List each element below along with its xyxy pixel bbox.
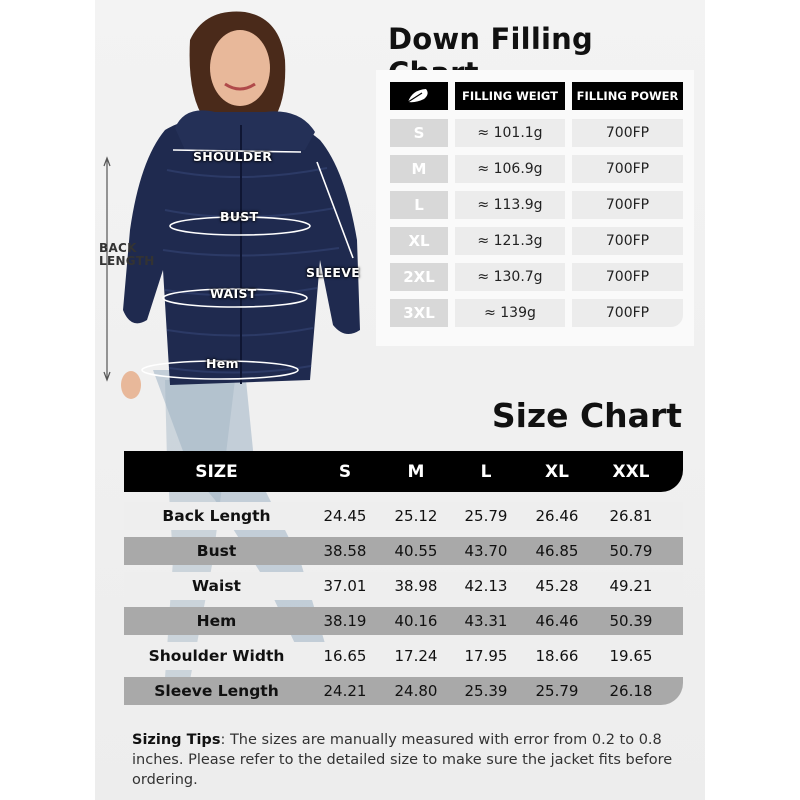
weight-cell: ≈ 130.7g [455,263,565,291]
value-cell: 38.19 [323,612,367,630]
value-cell: 25.79 [535,682,579,700]
down-filling-chart-title: Down Filling [388,22,593,56]
weight-cell: ≈ 101.1g [455,119,565,147]
back-length-label: BACK LENGTH [99,241,155,268]
sleeve-label: SLEEVE [306,265,361,280]
table-row [124,642,683,670]
filling-weight-header: FILLING WEIGT [455,82,565,110]
value-cell: 40.16 [394,612,438,630]
power-cell: 700FP [572,155,683,183]
power-cell: 700FP [572,263,683,291]
value-cell: 24.80 [394,682,438,700]
value-cell: 26.81 [609,507,653,525]
bust-label: BUST [220,209,259,224]
value-cell: 46.85 [535,542,579,560]
power-cell: 700FP [572,119,683,147]
weight-cell: ≈ 113.9g [455,191,565,219]
table-row [124,677,683,705]
waist-label: WAIST [210,286,257,301]
size-cell: L [390,191,448,219]
value-cell: 25.12 [394,507,438,525]
row-label: Hem [196,612,237,630]
size-cell: 2XL [390,263,448,291]
sizing-tips [132,730,692,790]
size-cell: XL [390,227,448,255]
value-cell: 24.21 [323,682,367,700]
header-m: M [407,461,425,482]
value-cell: 17.24 [394,647,438,665]
value-cell: 50.39 [609,612,653,630]
sizing-tips-text: : The sizes are manually measured with error from 0.2 to 0.8 inches. Please refer to the detailed size to make sure the jacket fits before ordering. [132,732,673,788]
value-cell: 16.65 [323,647,367,665]
size-cell: S [390,119,448,147]
table-row [124,537,683,565]
table-row [124,607,683,635]
filling-power-header: FILLING POWER [572,82,683,110]
value-cell: 40.55 [394,542,438,560]
value-cell: 38.58 [323,542,367,560]
header-l: L [480,461,492,482]
value-cell: 26.18 [609,682,653,700]
value-cell: 43.31 [464,612,508,630]
header-xxl: XXL [612,461,650,482]
size-cell: M [390,155,448,183]
value-cell: 24.45 [323,507,367,525]
size-chart-title: Size Chart [491,396,682,435]
row-label: Bust [196,542,237,560]
power-cell: 700FP [572,227,683,255]
header-xl: XL [545,461,569,482]
table-row [124,572,683,600]
power-cell: 700FP [572,299,683,327]
value-cell: 17.95 [464,647,508,665]
value-cell: 42.13 [464,577,508,595]
sizing-tips-label: Sizing Tips [132,732,221,748]
header-s: S [338,461,352,482]
value-cell: 45.28 [535,577,579,595]
value-cell: 43.70 [464,542,508,560]
weight-cell: ≈ 139g [455,299,565,327]
shoulder-label: SHOULDER [193,149,273,164]
value-cell: 19.65 [609,647,653,665]
size-chart-header [124,451,683,492]
power-cell: 700FP [572,191,683,219]
value-cell: 38.98 [394,577,438,595]
feather-icon [390,82,448,110]
value-cell: 37.01 [323,577,367,595]
value-cell: 46.46 [535,612,579,630]
row-label: Waist [192,577,241,595]
value-cell: 18.66 [535,647,579,665]
header-size: SIZE [195,461,238,482]
row-label: Shoulder Width [148,647,285,665]
weight-cell: ≈ 121.3g [455,227,565,255]
value-cell: 25.79 [464,507,508,525]
value-cell: 26.46 [535,507,579,525]
weight-cell: ≈ 106.9g [455,155,565,183]
value-cell: 49.21 [609,577,653,595]
hem-label: Hem [206,356,239,371]
size-cell: 3XL [390,299,448,327]
table-row [124,502,683,530]
row-label: Back Length [162,507,271,525]
value-cell: 25.39 [464,682,508,700]
value-cell: 50.79 [609,542,653,560]
row-label: Sleeve Length [154,682,279,700]
